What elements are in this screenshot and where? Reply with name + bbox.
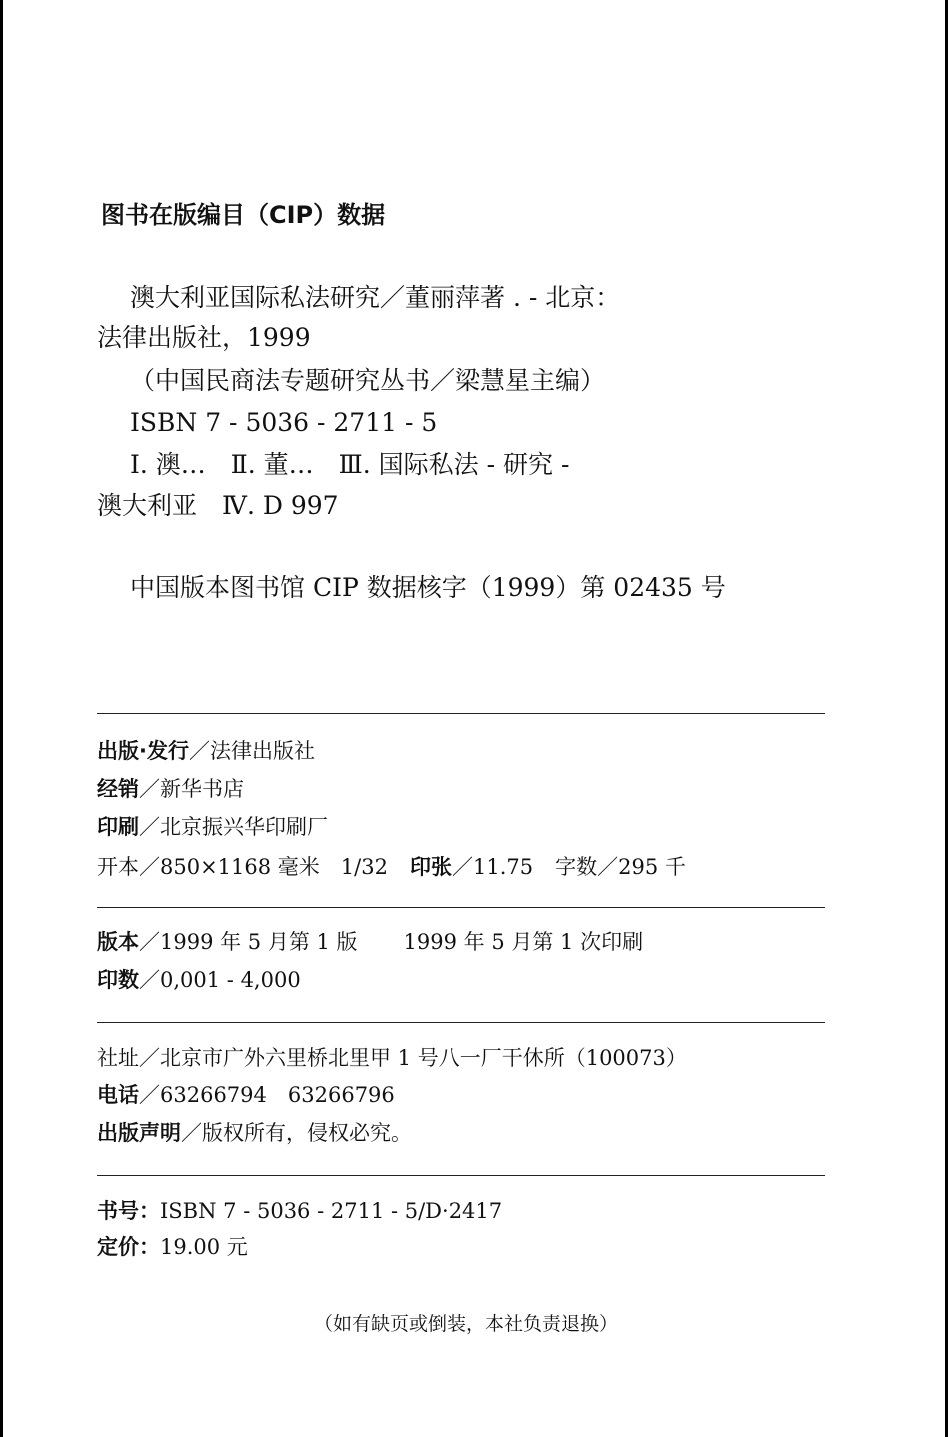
phone-line <box>97 1085 395 1106</box>
cip-subjects-line-2: 澳大利亚 Ⅳ. D 997 <box>97 491 339 520</box>
divider-rule <box>97 1175 825 1176</box>
copyright-label: 出版声明 <box>97 1121 181 1145</box>
edition-label: 版本 <box>97 930 139 954</box>
cip-line-3: （中国民商法专题研究丛书／梁慧星主编） <box>130 366 606 395</box>
sheets-label: 印张 <box>409 855 452 879</box>
cip-isbn: ISBN 7 - 5036 - 2711 - 5 <box>130 408 438 437</box>
price-label: 定价： <box>97 1235 160 1259</box>
price-value: 19.00 元 <box>160 1235 248 1259</box>
cip-number: 中国版本图书馆 CIP 数据核字（1999）第 02435 号 <box>130 573 726 602</box>
book-number-value: ISBN 7 - 5036 - 2711 - 5/D·2417 <box>160 1199 503 1223</box>
word-count: 字数／295 千 <box>555 855 686 879</box>
return-policy-note: （如有缺页或倒装，本社负责退换） <box>314 1313 619 1335</box>
format-text: 开本／850×1168 毫米 1/32 <box>97 855 388 879</box>
distributor-label: 经销 <box>97 777 139 801</box>
book-number-label: 书号： <box>97 1199 160 1223</box>
cip-line-1: 澳大利亚国际私法研究／董丽萍著 . - 北京： <box>130 283 621 312</box>
publisher-line <box>97 741 315 762</box>
book-number-line <box>97 1201 502 1222</box>
distributor-value: ／新华书店 <box>139 777 244 801</box>
printer-value: ／北京振兴华印刷厂 <box>139 815 328 839</box>
edition-line <box>97 932 643 953</box>
cip-subjects-line-1: Ⅰ. 澳… Ⅱ. 董… Ⅲ. 国际私法 - 研究 - <box>130 450 570 479</box>
divider-rule <box>97 1022 825 1023</box>
sheets-value: ／11.75 <box>451 855 534 879</box>
cip-title: 图书在版编目（CIP）数据 <box>101 201 386 229</box>
address-line: 社址／北京市广外六里桥北里甲 1 号八一厂干休所（100073） <box>97 1046 687 1070</box>
printer-line <box>97 817 328 838</box>
page-left-border <box>0 0 3 1437</box>
format-line <box>97 857 686 878</box>
divider-rule <box>97 907 825 908</box>
print-run-label: 印数 <box>97 968 139 992</box>
cip-line-2: 法律出版社，1999 <box>97 323 311 352</box>
print-run-value: ／0,001 - 4,000 <box>139 968 301 992</box>
copyright-value: ／版权所有，侵权必究。 <box>181 1121 412 1145</box>
price-line <box>97 1237 248 1258</box>
divider-rule <box>97 713 825 714</box>
print-run-line <box>97 970 301 991</box>
printer-label: 印刷 <box>97 815 139 839</box>
publisher-value: ／法律出版社 <box>188 739 315 763</box>
distributor-line <box>97 779 244 800</box>
printing-date: 1999 年 5 月第 1 次印刷 <box>403 930 644 954</box>
publisher-label: 出版·发行 <box>97 739 189 763</box>
phone-label: 电话 <box>97 1083 139 1107</box>
copyright-line <box>97 1123 412 1144</box>
edition-value: ／1999 年 5 月第 1 版 <box>139 930 358 954</box>
phone-value: ／63266794 63266796 <box>139 1083 395 1107</box>
